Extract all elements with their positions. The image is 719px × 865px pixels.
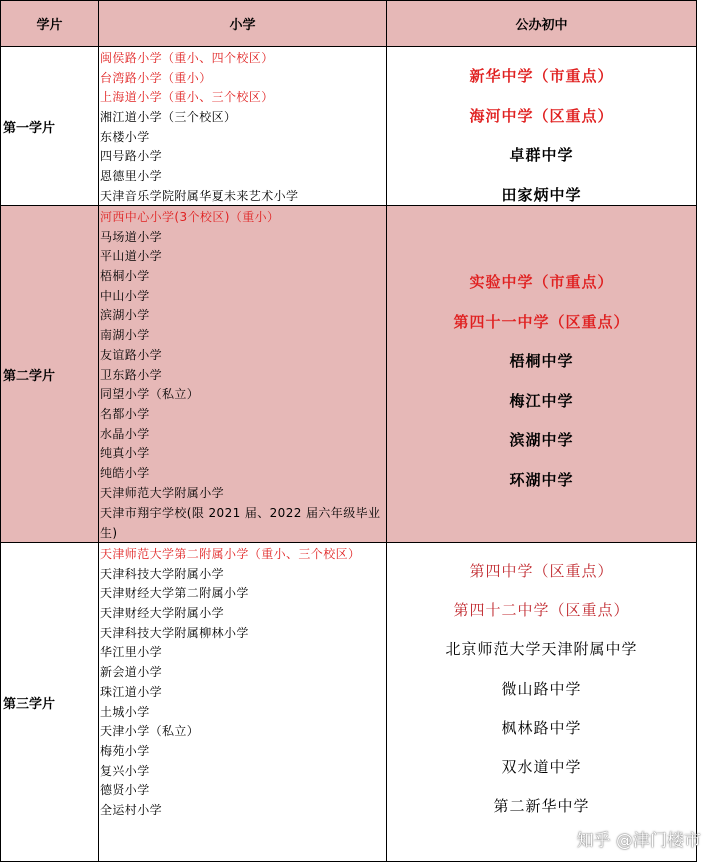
primary-school-item: 梅苑小学 [100, 743, 150, 758]
primary-school-item: 湘江道小学（三个校区） [100, 110, 237, 125]
primary-school-item: 土城小学 [100, 704, 150, 719]
header-zone: 学片 [0, 0, 99, 47]
zone-2-label: 第二学片 [0, 206, 99, 543]
middle-school-item: 第四十二中学（区重点） [453, 601, 630, 620]
middle-school-item: 实验中学（市重点） [469, 273, 614, 291]
primary-school-item: 水晶小学 [100, 426, 150, 441]
primary-school-item: 复兴小学 [100, 763, 150, 778]
header-primary: 小学 [99, 0, 387, 47]
primary-school-item: 平山道小学 [100, 249, 163, 264]
zone-1-primary-list [99, 47, 387, 206]
primary-school-item: 友谊路小学 [100, 347, 163, 362]
primary-school-item: 河西中心小学(3个校区)（重小） [100, 210, 280, 224]
middle-school-item: 梅江中学 [509, 391, 574, 410]
primary-school-item: 名都小学 [100, 406, 150, 421]
primary-school-item: 纯真小学 [100, 446, 150, 461]
primary-school-item: 天津小学（私立） [100, 724, 200, 739]
zone-3-middle-list [387, 543, 697, 862]
primary-school-item: 四号路小学 [100, 149, 163, 164]
zone-3-label: 第三学片 [0, 543, 99, 862]
primary-school-item: 卫东路小学 [100, 367, 163, 382]
middle-school-item: 北京师范大学天津附属中学 [445, 640, 638, 659]
primary-school-item: 恩德里小学 [100, 169, 163, 184]
primary-school-item: 华江里小学 [100, 645, 163, 660]
header-middle: 公办初中 [387, 0, 697, 47]
primary-school-item: 德贤小学 [100, 783, 150, 798]
middle-school-item: 田家炳中学 [501, 185, 582, 204]
primary-school-item: 纯皓小学 [100, 465, 150, 480]
primary-school-item: 全运村小学 [100, 802, 163, 817]
primary-school-item: 天津科技大学附属柳林小学 [100, 625, 249, 640]
primary-school-item: 天津科技大学附属小学 [100, 566, 225, 581]
middle-school-item: 滨湖中学 [509, 431, 574, 449]
primary-school-item: 中山小学 [100, 288, 150, 303]
middle-school-item: 微山路中学 [501, 679, 582, 698]
primary-school-item: 梧桐小学 [100, 269, 150, 284]
zone-1-middle-list [387, 47, 697, 206]
primary-school-item: 闽侯路小学（重小、四个校区） [100, 51, 274, 65]
zone-2-primary-list [99, 206, 387, 543]
primary-school-item: 滨湖小学 [100, 308, 150, 323]
zone-3-primary-list [99, 543, 387, 862]
primary-school-item: 天津师范大学附属小学 [100, 485, 225, 500]
zone-1-label: 第一学片 [0, 47, 99, 206]
middle-school-item: 枫林路中学 [501, 718, 582, 737]
middle-school-item: 双水道中学 [501, 757, 582, 776]
primary-school-item: 天津财经大学附属小学 [100, 606, 225, 621]
primary-school-item: 东楼小学 [100, 129, 150, 144]
primary-school-item: 珠江道小学 [100, 684, 163, 699]
primary-school-item: 马场道小学 [100, 229, 163, 244]
zone-2-middle-list [387, 206, 697, 543]
primary-school-item: 同望小学（私立） [100, 387, 200, 402]
middle-school-item: 第四十一中学（区重点） [453, 312, 630, 331]
primary-school-item: 天津财经大学第二附属小学 [100, 586, 249, 601]
middle-school-item: 卓群中学 [509, 146, 574, 164]
primary-school-item: 台湾路小学（重小） [100, 70, 212, 85]
middle-school-item: 第二新华中学 [493, 797, 590, 816]
middle-school-item: 环湖中学 [509, 470, 574, 489]
primary-school-item: 天津师范大学第二附属小学（重小、三个校区） [100, 547, 361, 561]
primary-school-item: 天津市翔宇学校(限 2021 届、2022 届六年级毕业生) [100, 506, 381, 541]
middle-school-item: 第四中学（区重点） [469, 562, 614, 580]
middle-school-item: 新华中学（市重点） [469, 67, 614, 85]
primary-school-item: 上海道小学（重小、三个校区） [100, 90, 274, 105]
primary-school-item: 天津音乐学院附属华夏未来艺术小学 [100, 188, 299, 203]
primary-school-item: 南湖小学 [100, 328, 150, 343]
middle-school-item: 海河中学（区重点） [469, 106, 614, 125]
primary-school-item: 新会道小学 [100, 665, 163, 680]
watermark: 知乎 @津门楼市 [576, 831, 701, 851]
middle-school-item: 梧桐中学 [509, 352, 574, 370]
